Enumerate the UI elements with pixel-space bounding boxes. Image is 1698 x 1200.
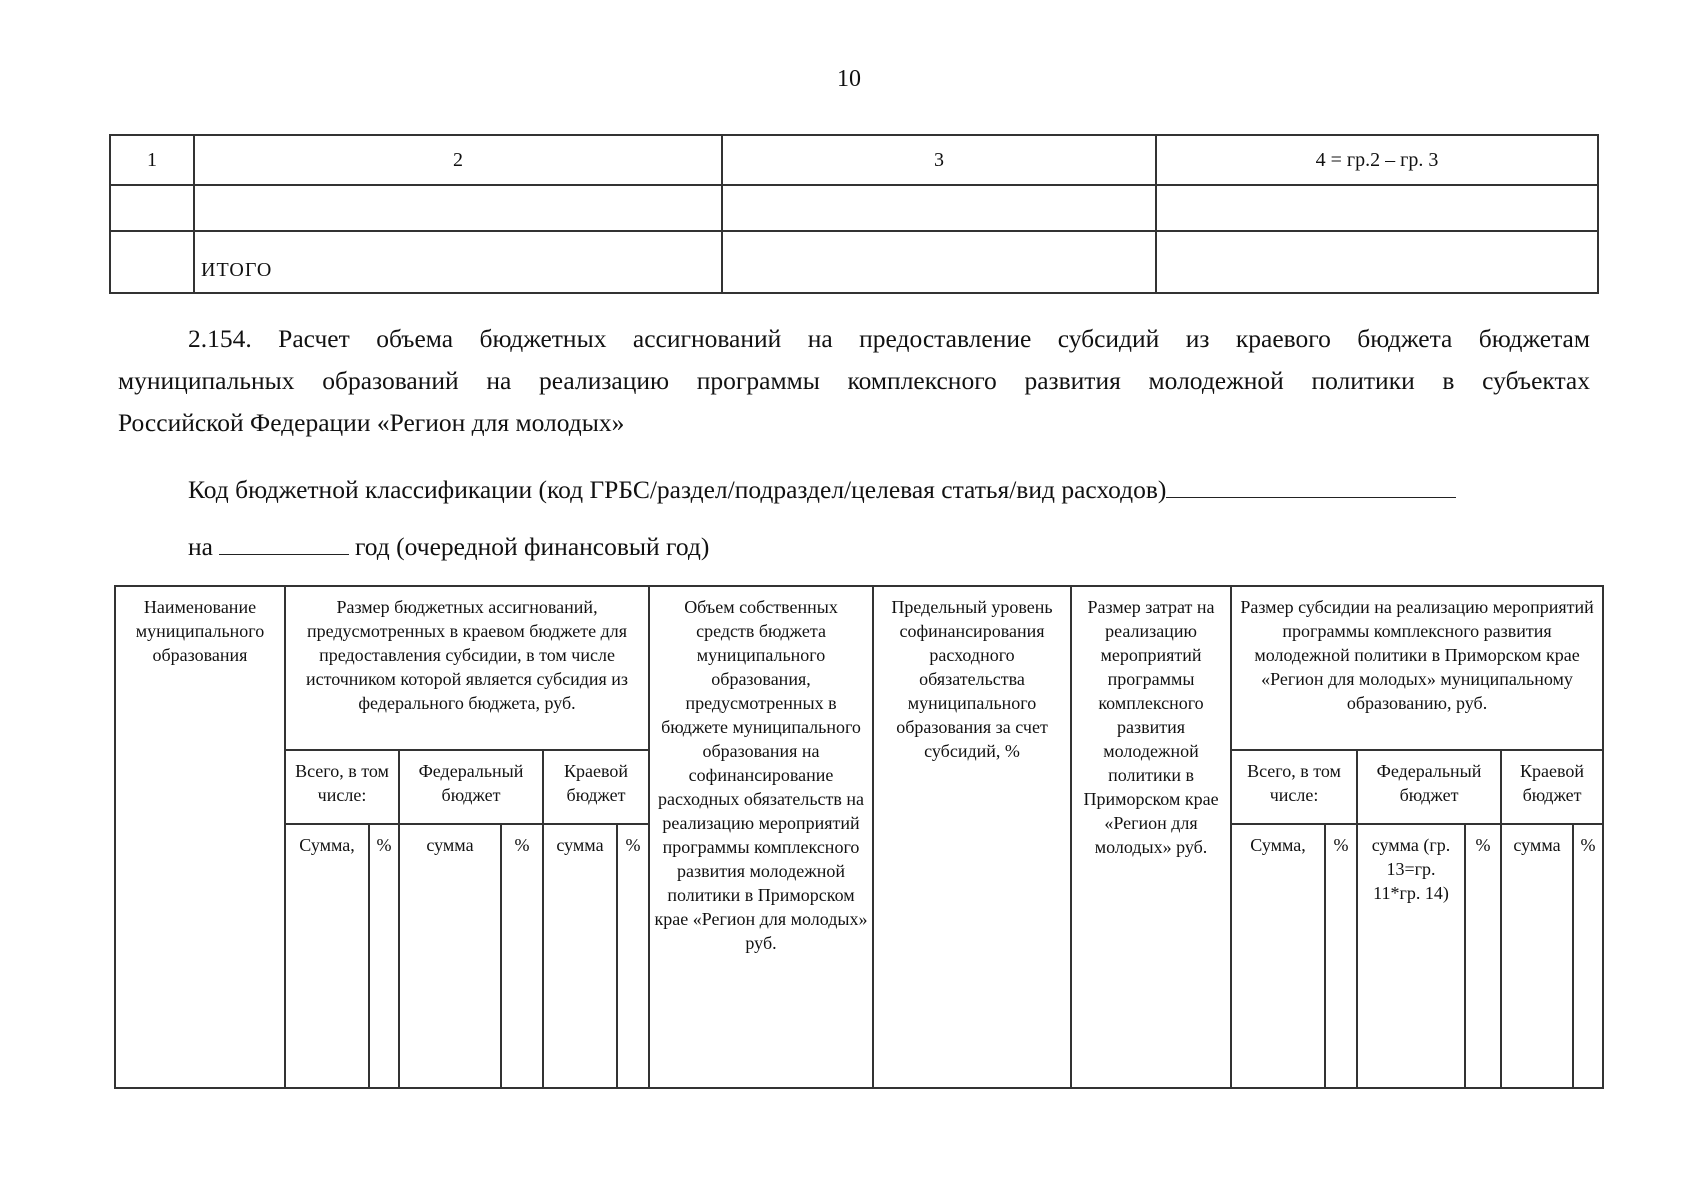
table-row [110, 185, 1598, 231]
year-prefix: на [188, 532, 213, 561]
cell-percent: % [501, 824, 543, 1088]
subheader-total: Всего, в том числе: [285, 750, 399, 824]
empty-cell [110, 185, 194, 231]
year-blank [219, 534, 349, 555]
subheader-regional-budget: Краевой бюджет [543, 750, 649, 824]
calculation-table [114, 585, 1604, 1089]
header-budget-allocations: Размер бюджетных ассигнований, предусмотренных в краевом бюджете для предоставления субсидии, в том числе источником которой является субсидия из федерального бюджета, руб. [285, 586, 649, 750]
cell-percent: % [1325, 824, 1357, 1088]
budget-code-blank [1166, 477, 1456, 498]
header-own-funds: Объем собственных средств бюджета муниципального образования, предусмотренных в бюджете муниципального образования на софинансирование расходных обязательств на реализацию мероприятий программы комплексного развития молодежной политики в Приморском крае «Регион для молодых» руб. [649, 586, 873, 1088]
header-program-costs: Размер затрат на реализацию мероприятий программы комплексного развития молодежной политики в Приморском крае «Регион для молодых» руб. [1071, 586, 1231, 1088]
section-heading-line: муниципальных образований на реализацию программы комплексного развития молодежной политики в субъектах [118, 366, 1590, 395]
cell-sum: сумма [543, 824, 617, 1088]
cell-percent: % [1573, 824, 1603, 1088]
section-heading-line: 2.154. Расчет объема бюджетных ассигнований на предоставление субсидий из краевого бюджета бюджетам [188, 324, 1590, 353]
budget-code-line [188, 475, 1456, 505]
subheader-total: Всего, в том числе: [1231, 750, 1357, 824]
subheader-regional-budget: Краевой бюджет [1501, 750, 1603, 824]
section-heading [118, 318, 1590, 444]
empty-cell [1156, 231, 1598, 293]
year-line [188, 532, 709, 562]
cell-percent: % [1465, 824, 1501, 1088]
subheader-federal-budget: Федеральный бюджет [399, 750, 543, 824]
header-cofinancing-limit: Предельный уровень софинансирования расходного обязательства муниципального образования за счет субсидий, % [873, 586, 1071, 1088]
empty-cell [722, 231, 1156, 293]
header-subsidy-size: Размер субсидии на реализацию мероприятий программы комплексного развития молодежной политики в Приморском крае «Регион для молодых» муниципальному образованию, руб. [1231, 586, 1603, 750]
table-header-row [110, 135, 1598, 185]
empty-cell [1156, 185, 1598, 231]
subheader-federal-budget: Федеральный бюджет [1357, 750, 1501, 824]
table-header-row [115, 586, 1603, 750]
cell-sum: сумма [399, 824, 501, 1088]
column-number-cell: 4 = гр.2 – гр. 3 [1156, 135, 1598, 185]
cell-sum: Сумма, [285, 824, 369, 1088]
cell-percent: % [617, 824, 649, 1088]
empty-cell [194, 185, 722, 231]
cell-percent: % [369, 824, 399, 1088]
cell-sum: сумма [1501, 824, 1573, 1088]
total-label: ИТОГО [194, 231, 722, 293]
column-number-cell: 1 [110, 135, 194, 185]
page-number: 10 [837, 66, 861, 92]
year-suffix: год (очередной финансовый год) [354, 532, 710, 561]
cell-sum-formula: сумма (гр. 13=гр. 11*гр. 14) [1357, 824, 1465, 1088]
empty-cell [722, 185, 1156, 231]
cell-sum: Сумма, [1231, 824, 1325, 1088]
column-number-cell: 3 [722, 135, 1156, 185]
top-table [109, 134, 1599, 294]
section-heading-line: Российской Федерации «Регион для молодых» [118, 408, 625, 437]
budget-code-label: Код бюджетной классификации (код ГРБС/раздел/подраздел/целевая статья/вид расходов) [188, 475, 1167, 504]
empty-cell [110, 231, 194, 293]
column-number-cell: 2 [194, 135, 722, 185]
total-row [110, 231, 1598, 293]
header-municipality-name: Наименование муниципального образования [115, 586, 285, 1088]
